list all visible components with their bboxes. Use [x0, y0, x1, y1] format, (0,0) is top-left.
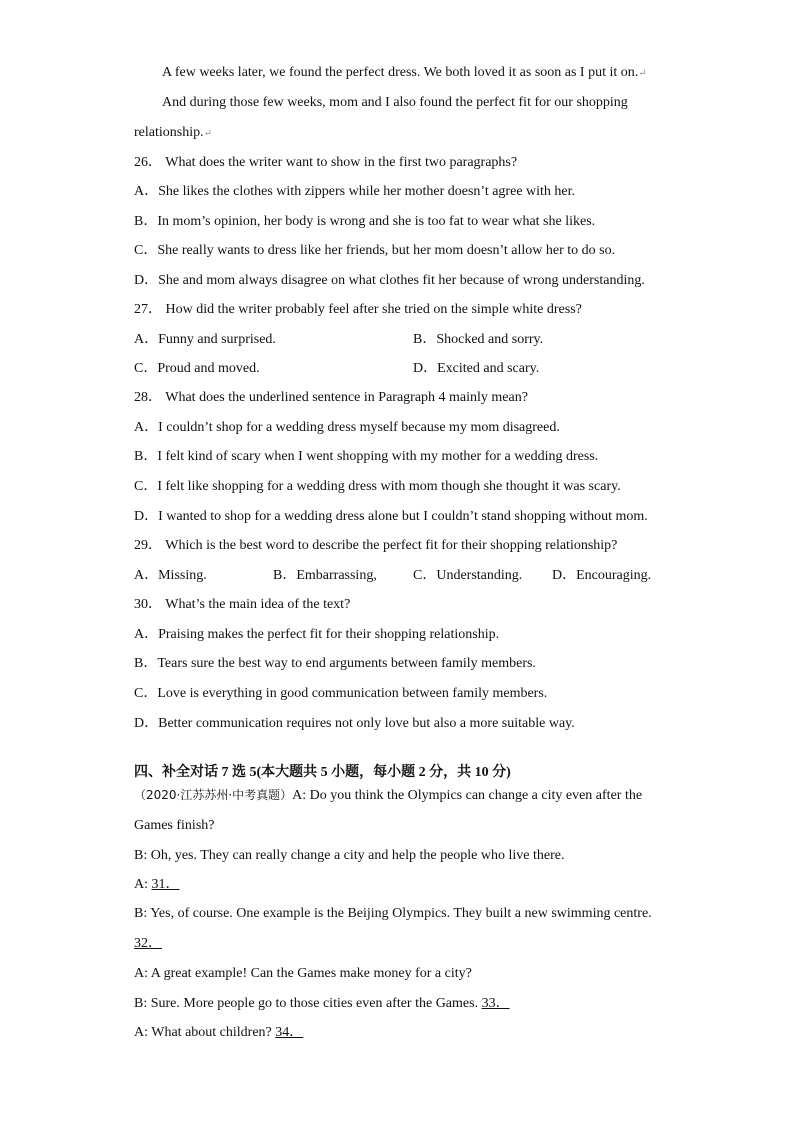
- passage-line: A few weeks later, we found the perfect dress. We both loved it as soon as I put it on.↵: [162, 65, 647, 80]
- option: A．Funny and surprised.: [134, 332, 276, 347]
- dialogue-line: A: 31．: [134, 877, 180, 892]
- option: D．Encouraging.: [552, 568, 652, 583]
- passage-line: relationship.↵: [134, 125, 212, 140]
- option: B．Shocked and sorry.: [413, 332, 544, 347]
- option: B．In mom’s opinion, her body is wrong and she is too fat to wear what she likes.: [134, 214, 596, 229]
- dialogue-line: A: What about children? 34．: [134, 1025, 304, 1040]
- dialogue-line: [134, 935, 162, 953]
- option: D．Excited and scary.: [413, 361, 540, 376]
- dialogue-line: Games finish?: [134, 818, 215, 833]
- option: D．She and mom always disagree on what clothes fit her because of wrong understanding.: [134, 273, 645, 288]
- dialogue-line: （2020·江苏苏州·中考真题）A: Do you think the Olympics can change a city even after the: [134, 788, 643, 803]
- blank-34: 34．: [275, 1025, 304, 1040]
- dialogue-line: B: Sure. More people go to those cities even after the Games. 33．: [134, 996, 510, 1011]
- blank-33: 33．: [481, 996, 510, 1011]
- option: B．Tears sure the best way to end arguments between family members.: [134, 656, 536, 671]
- option: D．I wanted to shop for a wedding dress alone but I couldn’t stand shopping without mom.: [134, 509, 648, 524]
- dialogue-line: B: Oh, yes. They can really change a city and help the people who live there.: [134, 848, 565, 863]
- question-stem: 26． What does the writer want to show in the first two paragraphs?: [134, 155, 518, 170]
- option: B．Embarrassing,: [273, 568, 377, 583]
- option: A．Praising makes the perfect fit for their shopping relationship.: [134, 627, 500, 642]
- option: A．She likes the clothes with zippers while her mother doesn’t agree with her.: [134, 184, 576, 199]
- option: C．I felt like shopping for a wedding dress with mom though she thought it was scary.: [134, 479, 621, 494]
- option: A．Missing.: [134, 568, 207, 583]
- question-stem: 30． What’s the main idea of the text?: [134, 597, 351, 612]
- question-stem: 29． Which is the best word to describe the perfect fit for their shopping relationship?: [134, 538, 618, 553]
- dialogue-line: B: Yes, of course. One example is the Beijing Olympics. They built a new swimming centre.: [134, 906, 652, 921]
- question-stem: 28． What does the underlined sentence in Paragraph 4 mainly mean?: [134, 390, 528, 405]
- option: B．I felt kind of scary when I went shopping with my mother for a wedding dress.: [134, 449, 599, 464]
- option: C．Understanding.: [413, 568, 523, 583]
- question-stem: 27． How did the writer probably feel after she tried on the simple white dress?: [134, 302, 582, 317]
- option: C．Love is everything in good communication between family members.: [134, 686, 548, 701]
- option: C．Proud and moved.: [134, 361, 260, 376]
- option: A．I couldn’t shop for a wedding dress myself because my mom disagreed.: [134, 420, 560, 435]
- blank-31: 31．: [151, 877, 180, 892]
- option: C．She really wants to dress like her friends, but her mom doesn’t allow her to do so.: [134, 243, 616, 258]
- passage-line: And during those few weeks, mom and I also found the perfect fit for our shopping: [162, 95, 628, 110]
- section-heading: 四、补全对话 7 选 5(本大题共 5 小题，每小题 2 分，共 10 分): [134, 765, 511, 780]
- dialogue-line: A: A great example! Can the Games make money for a city?: [134, 966, 472, 981]
- blank-32: 32．: [134, 936, 162, 951]
- option: D．Better communication requires not only love but also a more suitable way.: [134, 716, 575, 731]
